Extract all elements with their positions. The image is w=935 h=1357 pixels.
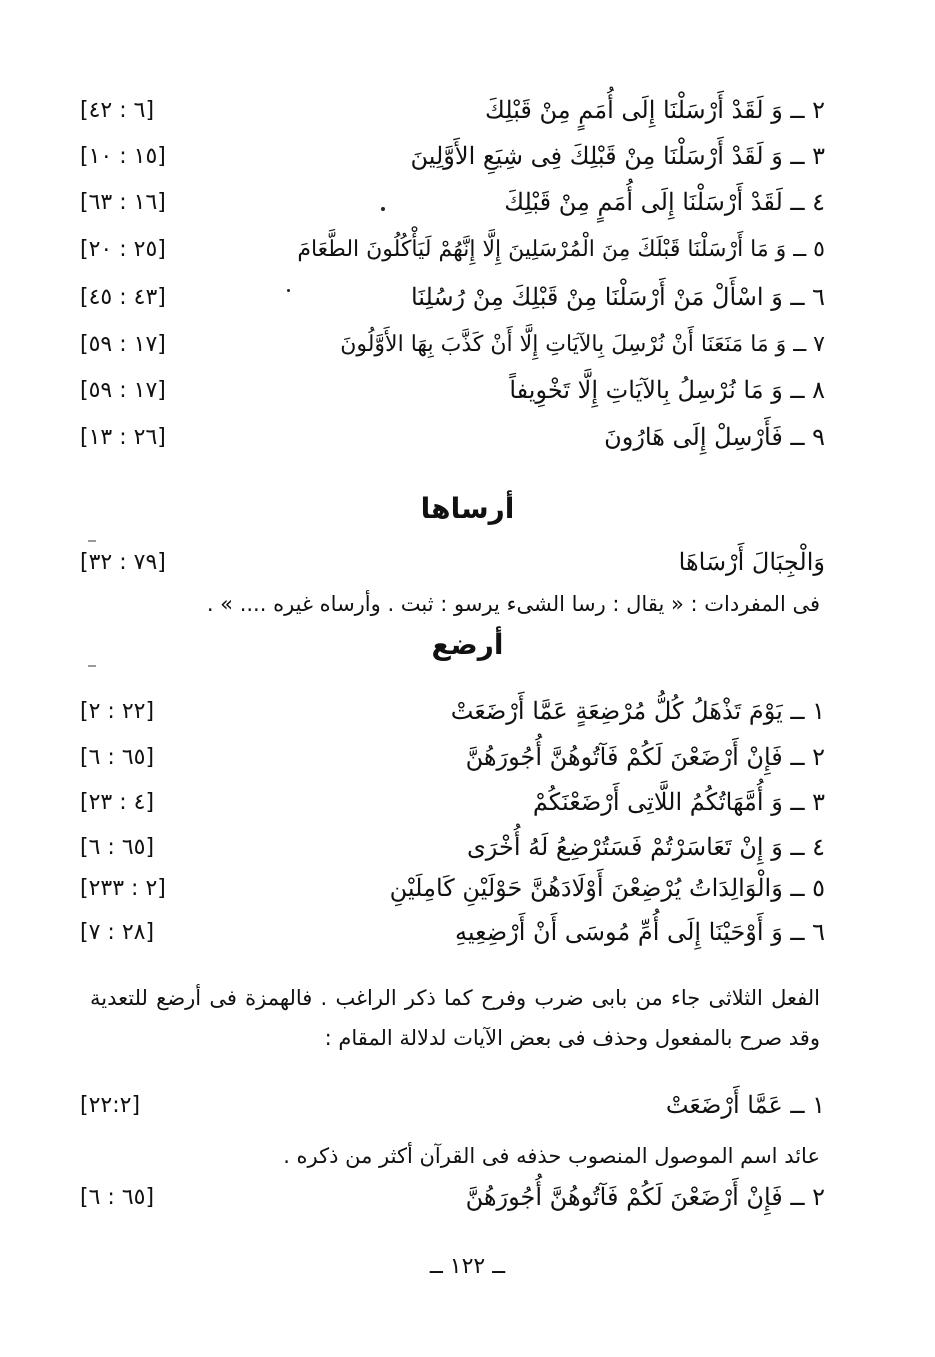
page-number: ــ ١٢٢ ــ [429,1254,506,1279]
verse-row [80,227,825,271]
commentary-line: عائد اسم الموصول المنصوب حذفه فى القرآن أكثر من ذكره . [283,1144,820,1168]
verse-reference: [٢٦ : ١٣] [80,424,166,450]
verse-row [80,735,825,779]
verse-text: ٤ ــ وَ إِنْ تَعَاسَرْتُمْ فَسَتُرْضِعُ لَهُ أُخْرَى [466,833,825,861]
verse-row [80,689,825,733]
verse-row [80,275,825,319]
verse-row [80,415,825,459]
verse-row [80,780,825,824]
verse-row [80,825,825,869]
verse-text: ٨ ــ وَ مَا نُرْسِلُ بِالآيَاتِ إِلَّا تَخْوِيفاً [509,376,825,404]
verse-reference: [٤ : ٢٣] [80,789,155,815]
verse-text: ٣ ــ وَ أُمَّهَاتُكُمُ اللَّاتِى أَرْضَعْنَكُمْ [532,788,825,816]
verse-reference: [٦ : ٤٢] [80,97,155,123]
verse-reference: [٤٣ : ٤٥] [80,284,166,310]
verse-row [80,134,825,178]
verse-row [80,180,825,224]
verse-row [80,322,825,366]
verse-row [80,1083,825,1127]
print-mark [88,665,96,667]
section-heading: أرضع [431,628,504,661]
verse-reference: [٢٥ : ٢٠] [80,236,166,262]
verse-reference: [٢ : ٢٣٣] [80,875,166,901]
verse-reference: [١٧ : ٥٩] [80,377,166,403]
verse-text: ٤ ــ لَقَدْ أَرْسَلْنَا إِلَى أُمَمٍ مِنْ قَبْلِكَ [504,188,825,216]
verse-text: ٥ ــ وَالْوَالِدَاتُ يُرْضِعْنَ أَوْلَادَهُنَّ حَوْلَيْنِ كَامِلَيْنِ [389,874,825,902]
verse-text: ٦ ــ وَ أَوْحَيْنَا إِلَى أُمِّ مُوسَى أَنْ أَرْضِعِيهِ [455,918,825,946]
verse-reference: [١٧ : ٥٩] [80,331,166,357]
verse-row [80,866,825,910]
verse-row [80,1175,825,1219]
section-heading: أرساها [420,492,515,525]
verse-reference: [٦٥ : ٦] [80,834,155,860]
verse-text: ٦ ــ وَ اسْأَلْ مَنْ أَرْسَلْنَا مِنْ قَبْلِكَ مِنْ رُسُلِنَا [410,283,825,311]
verse-reference: [٢٨ : ٧] [80,919,155,945]
verse-reference: [٦٥ : ٦] [80,1184,155,1210]
lexicon-note: فى المفردات : « يقال : رسا الشىء يرسو : ثبت . وأرساه غيره .... » . [206,592,820,616]
print-speck [381,207,385,211]
verse-reference: [٦٥ : ٦] [80,744,155,770]
print-speck [287,289,290,292]
verse-text: ٣ ــ وَ لَقَدْ أَرْسَلْنَا مِنْ قَبْلِكَ فِى شِيَعِ الأَوَّلِينَ [410,142,825,170]
verse-row [80,910,825,954]
verse-row [80,540,825,584]
verse-row [80,368,825,412]
verse-text: ٥ ــ وَ مَا أَرْسَلْنَا قَبْلَكَ مِنَ الْمُرْسَلِينَ إِلَّا إِنَّهُمْ لَيَأْكُلُونَ الطَّعَامَ [297,236,825,262]
verse-text: ٩ ــ فَأَرْسِلْ إِلَى هَارُونَ [604,423,825,451]
verse-text: وَالْجِبَالَ أَرْسَاهَا [678,548,825,576]
verse-row [80,88,825,132]
commentary-paragraph: الفعل الثلاثى جاء من بابى ضرب وفرح كما ذكر الراغب . فالهمزة فى أرضع للتعدية وقد صرح بالمفعول وحذف فى بعض الآيات لدلالة المقام : [90,986,820,1050]
verse-text: ١ ــ عَمَّا أَرْضَعَتْ [665,1091,825,1119]
verse-reference: [٢٢:٢] [80,1092,141,1118]
verse-reference: [٧٩ : ٣٢] [80,549,166,575]
verse-reference: [١٦ : ٦٣] [80,189,166,215]
verse-text: ٧ ــ وَ مَا مَنَعَنَا أَنْ نُرْسِلَ بِالآيَاتِ إِلَّا أَنْ كَذَّبَ بِهَا الأَوَّلُونَ [340,331,825,357]
verse-reference: [٢٢ : ٢] [80,698,155,724]
verse-text: ٢ ــ فَإِنْ أَرْضَعْنَ لَكُمْ فَآتُوهُنَّ أُجُورَهُنَّ [465,743,825,771]
verse-text: ٢ ــ فَإِنْ أَرْضَعْنَ لَكُمْ فَآتُوهُنَّ أُجُورَهُنَّ [465,1183,825,1211]
verse-text: ١ ــ يَوْمَ تَذْهَلُ كُلُّ مُرْضِعَةٍ عَمَّا أَرْضَعَتْ [450,697,825,725]
verse-text: ٢ ــ وَ لَقَدْ أَرْسَلْنَا إِلَى أُمَمٍ مِنْ قَبْلِكَ [485,96,825,124]
verse-reference: [١٥ : ١٠] [80,143,166,169]
